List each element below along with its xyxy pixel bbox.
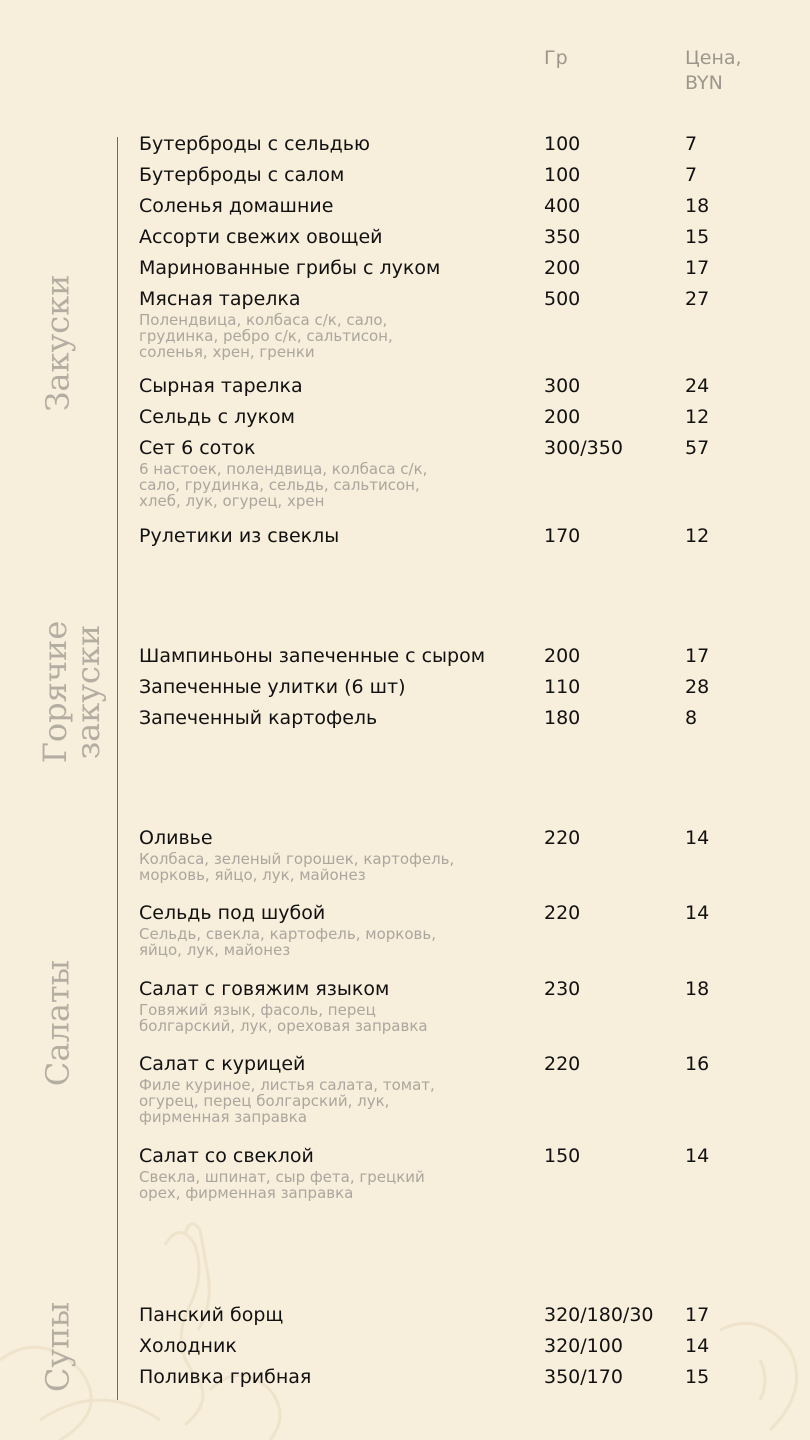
item-weight: 150: [544, 1145, 581, 1167]
item-weight: 200: [544, 645, 581, 667]
item-name: Запеченные улитки (6 шт): [139, 676, 406, 698]
section-title-supy: Супы: [38, 1301, 77, 1393]
item-description: Колбаса, зеленый горошек, картофель, морковь, яйцо, лук, майонез: [139, 850, 455, 884]
section-title-goryachie-zakuski: Горячие закуски: [36, 620, 107, 764]
menu-item: [139, 901, 799, 958]
item-name: Салат со свеклой: [139, 1145, 314, 1167]
item-price: 18: [685, 195, 710, 217]
item-price: 12: [685, 406, 710, 428]
item-weight: 350: [544, 226, 581, 248]
item-price: 17: [685, 645, 710, 667]
menu-item: [139, 644, 799, 669]
menu-item: [139, 1052, 799, 1125]
item-name: Сельдь под шубой: [139, 902, 326, 924]
item-weight: 400: [544, 195, 581, 217]
item-price: 15: [685, 226, 710, 248]
item-weight: 180: [544, 707, 581, 729]
item-description: Филе куриное, листья салата, томат, огурец, перец болгарский, лук, фирменная заправка: [139, 1076, 435, 1126]
item-price: 12: [685, 525, 710, 547]
item-weight: 100: [544, 164, 581, 186]
item-name: Сет 6 соток: [139, 437, 256, 459]
menu-item: [139, 436, 799, 509]
menu-item: [139, 1365, 799, 1390]
item-name: Рулетики из свеклы: [139, 525, 340, 547]
item-name: Ассорти свежих овощей: [139, 226, 383, 248]
item-weight: 500: [544, 288, 581, 310]
menu-item: [139, 132, 799, 157]
menu-item: [139, 163, 799, 188]
item-weight: 320/180/30: [544, 1304, 654, 1326]
menu-item: [139, 287, 799, 360]
section-divider-line: [117, 137, 118, 1400]
item-name: Соленья домашние: [139, 195, 334, 217]
item-price: 17: [685, 257, 710, 279]
item-name: Панский борщ: [139, 1304, 284, 1326]
menu-item: [139, 374, 799, 399]
item-price: 14: [685, 1335, 710, 1357]
item-weight: 300: [544, 375, 581, 397]
item-name: Бутерброды с салом: [139, 164, 345, 186]
menu-item: [139, 225, 799, 250]
item-price: 8: [685, 707, 698, 729]
menu-item: [139, 706, 799, 731]
item-price: 24: [685, 375, 710, 397]
item-weight: 200: [544, 257, 581, 279]
menu-item: [139, 977, 799, 1034]
item-name: Оливье: [139, 827, 213, 849]
item-weight: 100: [544, 133, 581, 155]
item-name: Салат с говяжим языком: [139, 978, 390, 1000]
price-column-header: Цена, BYN: [685, 47, 742, 94]
item-weight: 220: [544, 1053, 581, 1075]
item-name: Бутерброды с сельдью: [139, 133, 370, 155]
item-description: Сельдь, свекла, картофель, морковь, яйцо, лук, майонез: [139, 925, 436, 959]
item-name: Запеченный картофель: [139, 707, 378, 729]
menu-item: [139, 1144, 799, 1201]
item-price: 27: [685, 288, 710, 310]
item-price: 14: [685, 827, 710, 849]
item-weight: 230: [544, 978, 581, 1000]
item-weight: 220: [544, 902, 581, 924]
item-weight: 220: [544, 827, 581, 849]
menu-item: [139, 1303, 799, 1328]
menu-item: [139, 194, 799, 219]
item-price: 16: [685, 1053, 710, 1075]
menu-item: [139, 405, 799, 430]
item-weight: 200: [544, 406, 581, 428]
item-price: 14: [685, 902, 710, 924]
menu-item: [139, 826, 799, 883]
item-price: 18: [685, 978, 710, 1000]
item-price: 14: [685, 1145, 710, 1167]
section-title-zakuski: Закуски: [38, 274, 77, 412]
item-weight: 170: [544, 525, 581, 547]
menu-item: [139, 1334, 799, 1359]
item-name: Поливка грибная: [139, 1366, 312, 1388]
item-price: 57: [685, 437, 710, 459]
weight-column-header: Гр: [544, 47, 568, 69]
item-description: Свекла, шпинат, сыр фета, грецкий орех, фирменная заправка: [139, 1168, 425, 1202]
item-description: 6 настоек, полендвица, колбаса с/к, сало, грудинка, сельдь, сальтисон, хлеб, лук, огурец, хрен: [139, 460, 428, 510]
item-weight: 320/100: [544, 1335, 623, 1357]
item-description: Говяжий язык, фасоль, перец болгарский, лук, ореховая заправка: [139, 1001, 428, 1035]
menu-item: [139, 256, 799, 281]
item-name: Маринованные грибы с луком: [139, 257, 441, 279]
item-description: Полендвица, колбаса с/к, сало, грудинка, ребро с/к, сальтисон, соленья, хрен, гренки: [139, 311, 393, 361]
item-weight: 350/170: [544, 1366, 623, 1388]
item-price: 15: [685, 1366, 710, 1388]
item-name: Салат с курицей: [139, 1053, 306, 1075]
item-price: 17: [685, 1304, 710, 1326]
item-name: Шампиньоны запеченные с сыром: [139, 645, 486, 667]
section-title-salaty: Салаты: [38, 959, 77, 1087]
item-price: 7: [685, 164, 698, 186]
item-name: Холодник: [139, 1335, 237, 1357]
item-price: 28: [685, 676, 710, 698]
item-name: Сырная тарелка: [139, 375, 303, 397]
item-weight: 300/350: [544, 437, 623, 459]
item-name: Мясная тарелка: [139, 288, 301, 310]
item-weight: 110: [544, 676, 581, 698]
menu-item: [139, 524, 799, 549]
item-price: 7: [685, 133, 698, 155]
menu-item: [139, 675, 799, 700]
item-name: Сельдь с луком: [139, 406, 295, 428]
